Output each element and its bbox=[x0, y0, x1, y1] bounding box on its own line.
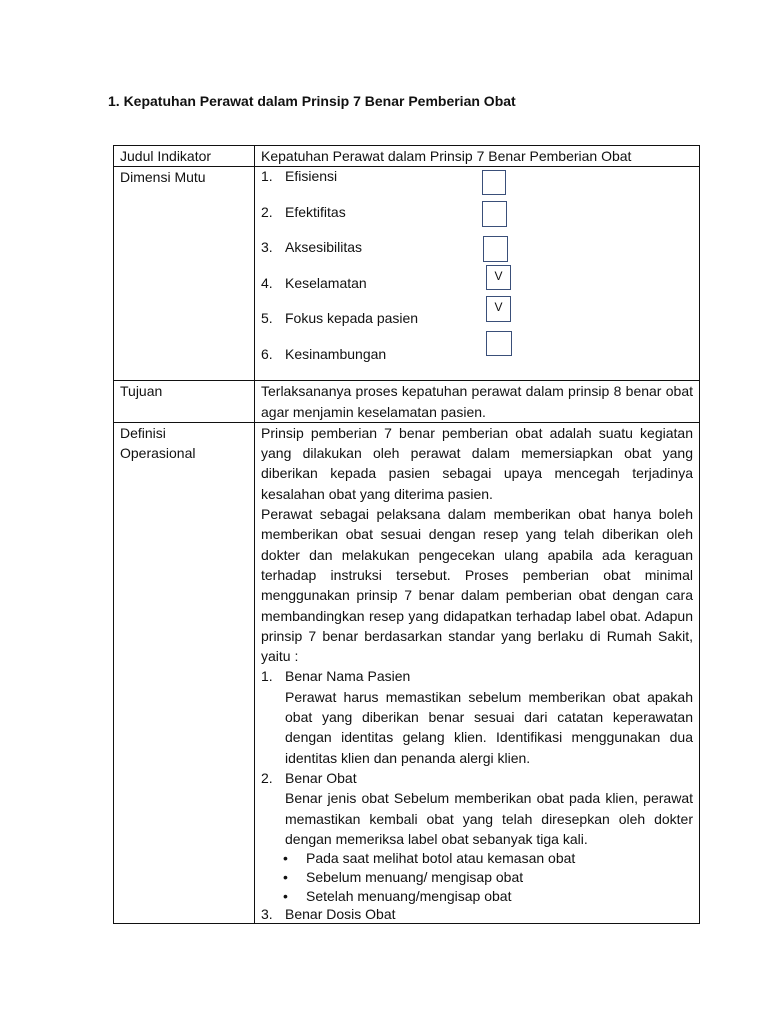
dimension-checkbox[interactable] bbox=[483, 236, 508, 262]
dimension-checkbox[interactable]: V bbox=[486, 265, 511, 290]
list-item: 1. Benar Nama Pasien bbox=[261, 668, 411, 685]
bullet-item: • Setelah menuang/mengisap obat bbox=[283, 888, 512, 905]
dimension-label: Fokus kepada pasien bbox=[285, 310, 419, 327]
list-item-desc: Perawat harus memastikan sebelum memberikan obat apakah obat yang diberikan benar sesuai dari catatan keperawatan dengan identitas gelang klien. Identifikasi menggunakan dua identitas klien dan penanda alergi klien. bbox=[285, 688, 693, 766]
dimension-label: Aksesibilitas bbox=[285, 239, 363, 256]
definition-paragraph: Prinsip pemberian 7 benar pemberian obat adalah suatu kegiatan yang dilakukan oleh perawat dalam memersiapkan obat yang diberikan kepada pasien sebagai upaya mencegah terjadinya kesalahan obat yang diterima pasien. bbox=[261, 424, 693, 502]
label-judul: Judul Indikator bbox=[114, 146, 255, 167]
dimension-item: 4. Keselamatan V bbox=[261, 274, 693, 310]
dimension-label: Keselamatan bbox=[285, 274, 367, 291]
table-row-dimensi bbox=[114, 167, 700, 381]
label-tujuan: Tujuan bbox=[114, 381, 255, 423]
dimension-item: 2. Efektifitas bbox=[261, 203, 693, 239]
table-row-definisi bbox=[114, 422, 700, 923]
dimension-item: 3. Aksesibilitas bbox=[261, 238, 693, 274]
dimension-checkbox[interactable] bbox=[482, 170, 506, 195]
bullet-item: • Sebelum menuang/ mengisap obat bbox=[283, 869, 524, 886]
indicator-table bbox=[113, 145, 700, 924]
list-item: 3. Benar Dosis Obat bbox=[261, 906, 396, 923]
dimension-label: Kesinambungan bbox=[285, 345, 387, 362]
value-dimensi bbox=[255, 167, 700, 381]
bullet-dot-icon: • bbox=[283, 869, 288, 886]
label-dimensi: Dimensi Mutu bbox=[114, 167, 255, 381]
value-judul: Kepatuhan Perawat dalam Prinsip 7 Benar Pemberian Obat bbox=[255, 146, 700, 167]
table-row-judul bbox=[114, 146, 700, 167]
list-item-title: Benar Dosis Obat bbox=[285, 906, 396, 923]
list-item-desc: Benar jenis obat Sebelum memberikan obat pada klien, perawat memastikan kembali obat yang telah diresepkan oleh dokter dengan memeriksa label obat sebanyak tiga kali. bbox=[285, 790, 693, 847]
dimension-item: 5. Fokus kepada pasien V bbox=[261, 309, 693, 345]
dimension-item: 6. Kesinambungan bbox=[261, 345, 693, 381]
dimension-checkbox[interactable]: V bbox=[486, 296, 511, 322]
value-tujuan: Terlaksananya proses kepatuhan perawat dalam prinsip 8 benar obat agar menjamin keselamatan pasien. bbox=[255, 381, 700, 423]
dimension-label: Efektifitas bbox=[285, 203, 346, 220]
list-item-title: Benar Nama Pasien bbox=[285, 668, 411, 685]
list-item: 2. Benar Obat bbox=[261, 769, 357, 786]
section-heading: 1. Kepatuhan Perawat dalam Prinsip 7 Benar Pemberian Obat bbox=[108, 93, 516, 109]
dimension-item: 1. Efisiensi bbox=[261, 167, 693, 203]
list-item-title: Benar Obat bbox=[285, 769, 357, 786]
definition-paragraph: Perawat sebagai pelaksana dalam memberikan obat hanya boleh memberikan obat sesuai dengan resep yang telah diberikan oleh dokter dan melakukan pengecekan ulang apabila ada keraguan terhadap instruksi tersebut. Proses pemberian obat minimal menggunakan prinsip 7 benar dalam pemberian obat dengan cara membandingkan resep yang didapatkan terhadap label obat. Adapun prinsip 7 benar berdasarkan standar yang berlaku di Rumah Sakit, yaitu : bbox=[261, 506, 693, 665]
bullet-dot-icon: • bbox=[283, 888, 288, 905]
bullet-item: • Pada saat melihat botol atau kemasan obat bbox=[283, 850, 576, 867]
dimension-checkbox[interactable] bbox=[486, 331, 512, 356]
dimension-checkbox[interactable] bbox=[482, 201, 507, 227]
label-definisi: Definisi Operasional bbox=[114, 422, 255, 923]
dimension-label: Efisiensi bbox=[285, 168, 338, 185]
bullet-dot-icon: • bbox=[283, 850, 288, 867]
value-definisi bbox=[255, 422, 700, 923]
table-row-tujuan bbox=[114, 381, 700, 423]
